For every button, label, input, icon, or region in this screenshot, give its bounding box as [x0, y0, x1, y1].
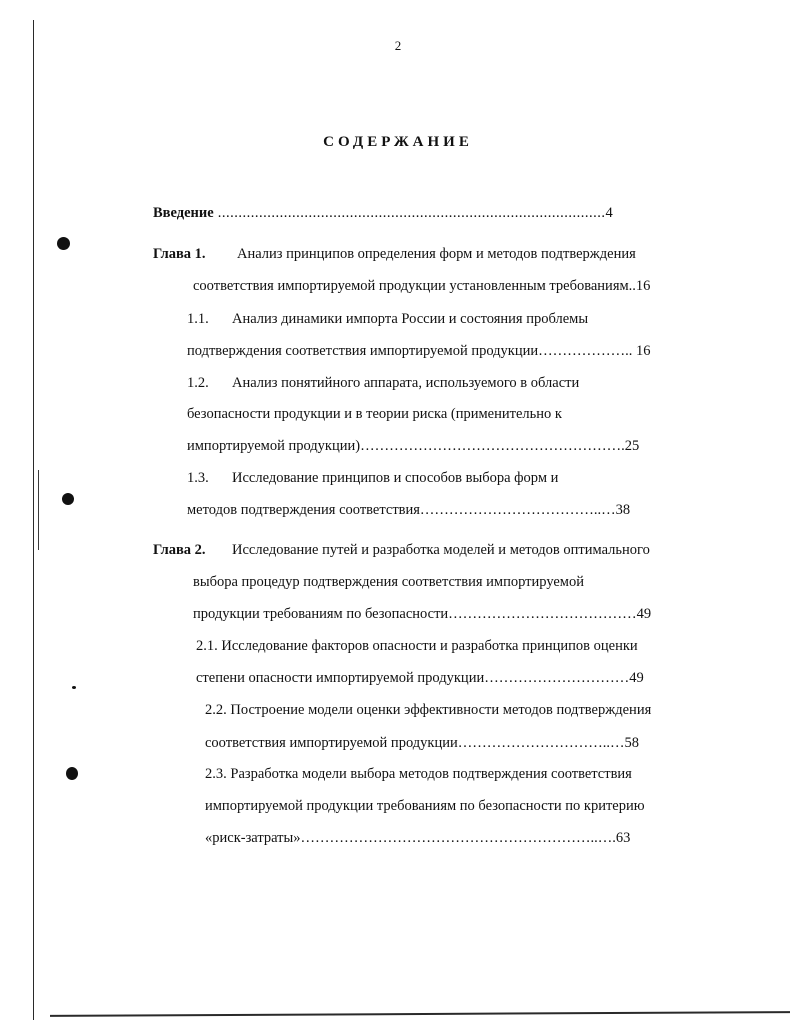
toc-section-2-1-line2: степени опасности импортируемой продукции…………………………49 [196, 670, 644, 686]
toc-section-2-1-line1: 2.1. Исследование факторов опасности и разработка принципов оценки [196, 638, 638, 654]
toc-section-1-3-line2: методов подтверждения соответствия………………………………..…38 [187, 502, 631, 518]
toc-entry-chapter-2 [153, 541, 206, 559]
scan-edge-bottom [50, 1011, 790, 1017]
toc-chapter-1-label: Глава 1. [153, 246, 206, 262]
toc-intro-label: Введение [153, 205, 214, 221]
toc-intro-dots: .............................................................................................. [213, 205, 606, 221]
toc-section-2-3-line3: «риск-затраты»……………………………………………………..….63 [205, 830, 631, 846]
toc-chapter-1-title-line1: Анализ принципов определения форм и методов подтверждения [237, 246, 636, 262]
toc-section-2-3-line1: 2.3. Разработка модели выбора методов подтверждения соответствия [205, 766, 632, 782]
toc-section-1-3-line1: Исследование принципов и способов выбора форм и [232, 470, 559, 486]
page-title: СОДЕРЖАНИЕ [323, 134, 473, 150]
toc-section-2-2-line1: 2.2. Построение модели оценки эффективности методов подтверждения [205, 702, 652, 718]
toc-section-1-2-line1: Анализ понятийного аппарата, используемого в области [232, 375, 580, 391]
toc-section-2-3-line2: импортируемой продукции требованиям по безопасности по критерию [205, 798, 645, 814]
toc-entry-intro [153, 204, 613, 222]
toc-chapter-2-title-line1: Исследование путей и разработка моделей и методов оптимального [232, 542, 650, 558]
toc-chapter-2-label: Глава 2. [153, 542, 206, 558]
toc-chapter-2-title-line2: выбора процедур подтверждения соответствия импортируемой [193, 574, 584, 590]
scan-edge-left [33, 20, 34, 1020]
punch-hole-mark [62, 493, 74, 505]
toc-section-1-2-line2: безопасности продукции и в теории риска (применительно к [187, 406, 562, 422]
punch-hole-mark [72, 686, 76, 689]
punch-hole-mark [57, 237, 70, 250]
toc-section-2-2-line2: соответствия импортируемой продукции…………………………..…58 [205, 735, 639, 751]
punch-hole-mark [66, 767, 78, 780]
toc-section-1-1-line2: подтверждения соответствия импортируемой продукции……………….. 16 [187, 343, 651, 359]
toc-chapter-1-title-line2: соответствия импортируемой продукции установленным требованиям..16 [193, 278, 651, 294]
toc-intro-page: 4 [605, 205, 613, 221]
scan-edge-left-secondary [38, 470, 39, 550]
toc-chapter-2-title-line3: продукции требованиям по безопасности…………………………………49 [193, 606, 652, 622]
toc-section-1-2-line3: импортируемой продукции)……………………………………………….25 [187, 438, 640, 454]
toc-section-1-2-number: 1.2. [187, 375, 209, 391]
toc-section-1-1-number: 1.1. [187, 311, 209, 327]
page-number: 2 [394, 38, 402, 53]
toc-section-1-1-line1: Анализ динамики импорта России и состояния проблемы [232, 311, 589, 327]
toc-section-1-3-number: 1.3. [187, 470, 209, 486]
toc-entry-chapter-1 [153, 245, 206, 263]
